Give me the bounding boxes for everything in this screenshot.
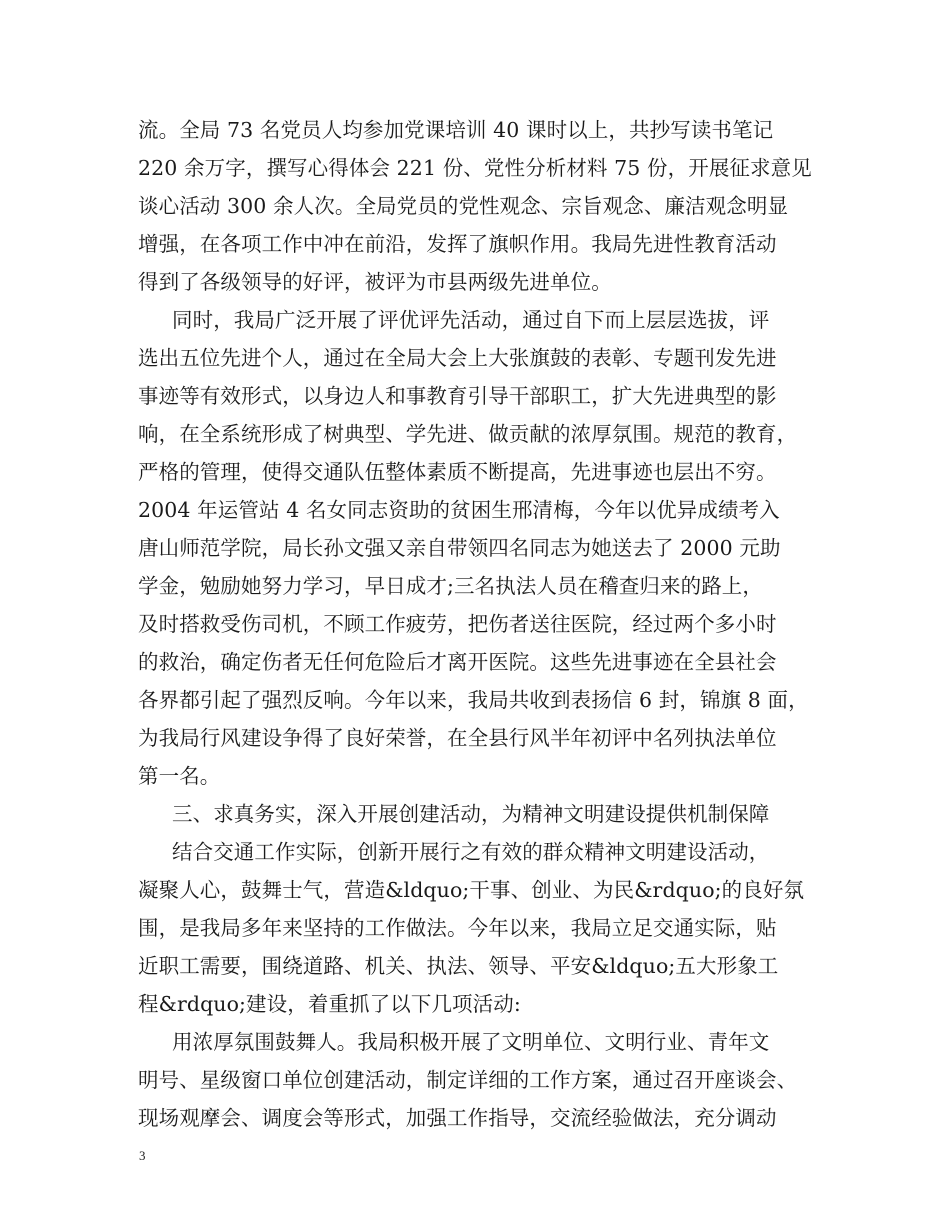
text-line: 明号、星级窗口单位创建活动，制定详细的工作方案，通过召开座谈会、	[138, 1068, 798, 1092]
text-line: 流。全局 73 名党员人均参加党课培训 40 课时以上，共抄写读书笔记	[138, 118, 774, 142]
text-line: 增强，在各项工作中冲在前沿，发挥了旗帜作用。我局先进性教育活动	[138, 232, 777, 256]
text-line: 各界都引起了强烈反响。今年以来，我局共收到表扬信 6 封，锦旗 8 面，	[138, 688, 809, 712]
text-line: 事迹等有效形式，以身边人和事教育引导干部职工，扩大先进典型的影	[138, 384, 777, 408]
paragraph-first-line: 同时，我局广泛开展了评优评先活动，通过自下而上层层选拔，评	[172, 308, 770, 332]
text-line: 得到了各级领导的好评，被评为市县两级先进单位。	[138, 270, 612, 294]
text-line: 响，在全系统形成了树典型、学先进、做贡献的浓厚氛围。规范的教育，	[138, 422, 798, 446]
text-line: 为我局行风建设争得了良好荣誉，在全县行风半年初评中名列执法单位	[138, 726, 777, 750]
text-line: 近职工需要，围绕道路、机关、执法、领导、平安&ldquo;五大形象工	[138, 954, 779, 978]
text-line: 凝聚人心，鼓舞士气，营造&ldquo;干事、创业、为民&rdquo;的良好氛	[138, 878, 805, 902]
section-heading: 三、求真务实，深入开展创建活动，为精神文明建设提供机制保障	[172, 802, 770, 826]
text-line: 220 余万字，撰写心得体会 221 份、党性分析材料 75 份，开展征求意见	[138, 156, 812, 180]
paragraph-first-line: 用浓厚氛围鼓舞人。我局积极开展了文明单位、文明行业、青年文	[172, 1030, 770, 1054]
paragraph-first-line: 结合交通工作实际，创新开展行之有效的群众精神文明建设活动，	[172, 840, 770, 864]
text-line: 唐山师范学院，局长孙文强又亲自带领四名同志为她送去了 2000 元助	[138, 536, 781, 560]
text-line: 围，是我局多年来坚持的工作做法。今年以来，我局立足交通实际，贴	[138, 916, 777, 940]
text-line: 严格的管理，使得交通队伍整体素质不断提高，先进事迹也层出不穷。	[138, 460, 777, 484]
text-line: 程&rdquo;建设，着重抓了以下几项活动:	[138, 992, 521, 1016]
body-text	[138, 111, 828, 1137]
text-line: 选出五位先进个人，通过在全局大会上大张旗鼓的表彰、专题刊发先进	[138, 346, 777, 370]
page-number: 3	[139, 1148, 146, 1163]
text-line: 学金，勉励她努力学习，早日成才;三名执法人员在稽查归来的路上，	[138, 574, 764, 598]
text-line: 2004 年运管站 4 名女同志资助的贫困生邢清梅，今年以优异成绩考入	[138, 498, 780, 522]
text-line: 第一名。	[138, 764, 221, 788]
text-line: 的救治，确定伤者无任何危险后才离开医院。这些先进事迹在全县社会	[138, 650, 777, 674]
text-line: 现场观摩会、调度会等形式，加强工作指导，交流经验做法，充分调动	[138, 1106, 777, 1130]
text-line: 谈心活动 300 余人次。全局党员的党性观念、宗旨观念、廉洁观念明显	[138, 194, 789, 218]
text-line: 及时搭救受伤司机，不顾工作疲劳，把伤者送往医院，经过两个多小时	[138, 612, 777, 636]
